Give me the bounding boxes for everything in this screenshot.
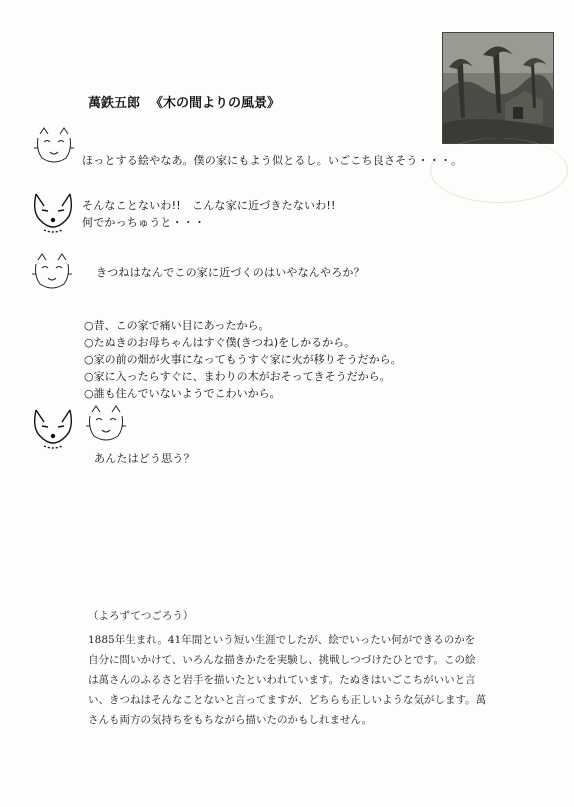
question-text: あんたはどう思う？: [94, 452, 195, 465]
tanuki-face-icon: [32, 252, 72, 292]
bio-line: は萬さんのふるさと岩手を描いたといわれています。たぬきはいごこちがいいと言: [88, 674, 476, 686]
choice-item: ○誰も住んでいないようでこわいから。: [84, 387, 281, 400]
fox-face-icon: [30, 190, 76, 236]
fox-speech-1b: 何でかっちゅうと・・・: [82, 216, 206, 229]
bio-line: 1885年生まれ。41年間という短い生涯でしたが、絵でいったい何ができるのかを: [88, 634, 476, 646]
bio-line: 自分に問いかけて、いろんな描きかたを実験し、挑戦しつづけたひとです。この絵: [88, 654, 476, 666]
tanuki-speech-2: きつねはなんでこの家に近づくのはいやなんやろか？: [96, 266, 365, 279]
tanuki-face-icon: [86, 404, 126, 444]
tanuki-speech-1: ほっとする絵やなあ。僕の家にもよう似とるし。いごこち良さそう・・・。: [82, 154, 463, 167]
fox-face-icon: [30, 406, 76, 452]
artist-name: 萬鉄五郎: [88, 96, 141, 111]
work-title: 《木の間よりの風景》: [150, 96, 281, 111]
fox-speech-1a: そんなことないわ!! こんな家に近づきたないわ!!: [82, 199, 336, 212]
choice-item: ○昔、この家で痛い目にあったから。: [84, 319, 270, 332]
bio-line: さんも両方の気持ちをもちながら描いたのかもしれません。: [88, 714, 373, 726]
choice-item: ○たぬきのお母ちゃんはすぐ僕(きつね)をしかるから。: [84, 336, 356, 349]
page-title: [88, 92, 280, 111]
bio-line: い、きつねはそんなことないと言ってますが、どちらも正しいような気がします。萬: [88, 694, 487, 706]
tanuki-face-icon: [34, 126, 74, 166]
choice-item: ○家に入ったらすぐに、まわりの木がおそってきそうだから。: [84, 370, 391, 383]
paper-stain: [430, 138, 568, 203]
choice-item: ○家の前の畑が火事になってもうすぐ家に火が移りそうだから。: [84, 353, 402, 366]
bio-reading: （よろずてつごろう）: [88, 610, 194, 622]
painting-thumbnail: [442, 32, 554, 144]
